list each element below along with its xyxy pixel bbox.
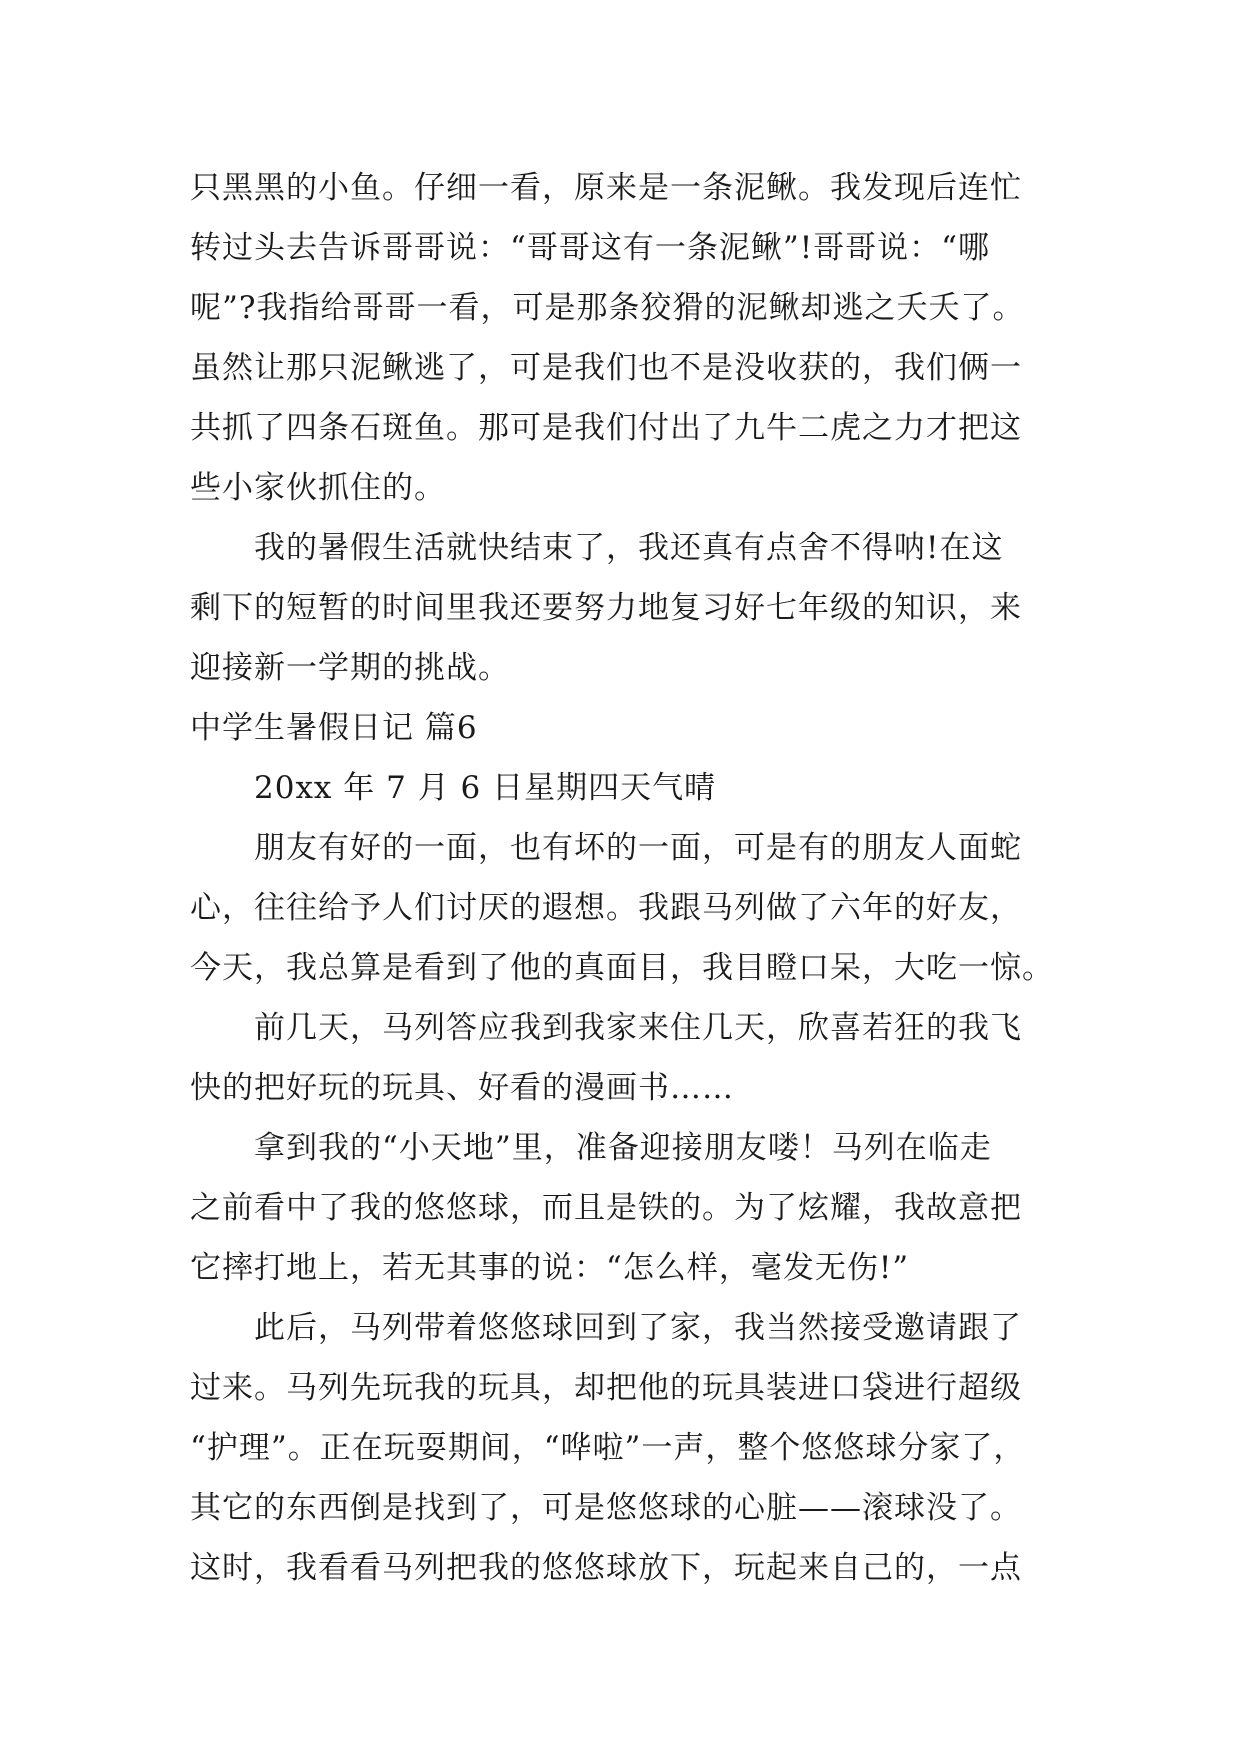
text-line: 些小家伙抓住的。 bbox=[190, 470, 446, 506]
text-line: 呢”?我指给哥哥一看，可是那条狡猾的泥鳅却逃之夭夭了。 bbox=[190, 290, 1025, 326]
paragraph-start-line: 此后，马列带着悠悠球回到了家，我当然接受邀请跟了 bbox=[254, 1310, 1022, 1346]
paragraph-start-line: 前几天，马列答应我到我家来住几天，欣喜若狂的我飞 bbox=[254, 1010, 1022, 1046]
text-line: 剩下的短暂的时间里我还要努力地复习好七年级的知识，来 bbox=[190, 590, 1022, 626]
text-line: 它摔打地上，若无其事的说：“怎么样，毫发无伤!” bbox=[190, 1250, 910, 1286]
text-line: 这时，我看看马列把我的悠悠球放下，玩起来自己的，一点 bbox=[190, 1550, 1022, 1586]
text-line: 心，往往给予人们讨厌的遐想。我跟马列做了六年的好友， bbox=[190, 890, 1022, 926]
paragraph-start-line: 拿到我的“小天地”里，准备迎接朋友喽！马列在临走 bbox=[254, 1130, 992, 1166]
text-line: 迎接新一学期的挑战。 bbox=[190, 650, 510, 686]
text-line: 转过头去告诉哥哥说：“哥哥这有一条泥鳅”!哥哥说：“哪 bbox=[190, 230, 990, 266]
text-line: 只黑黑的小鱼。仔细一看，原来是一条泥鳅。我发现后连忙 bbox=[190, 170, 1022, 206]
text-line: 共抓了四条石斑鱼。那可是我们付出了九牛二虎之力才把这 bbox=[190, 410, 1022, 446]
text-line: 虽然让那只泥鳅逃了，可是我们也不是没收获的，我们俩一 bbox=[190, 350, 1022, 386]
text-line: 其它的东西倒是找到了，可是悠悠球的心脏——滚球没了。 bbox=[190, 1490, 1022, 1526]
section-heading: 中学生暑假日记 篇6 bbox=[190, 710, 478, 746]
text-line: 今天，我总算是看到了他的真面目，我目瞪口呆，大吃一惊。 bbox=[190, 950, 1054, 986]
document-body bbox=[190, 158, 1070, 1598]
paragraph-start-line: 我的暑假生活就快结束了，我还真有点舍不得呐!在这 bbox=[254, 530, 1004, 566]
diary-date-line: 20xx 年 7 月 6 日星期四天气晴 bbox=[254, 770, 717, 806]
text-line: 快的把好玩的玩具、好看的漫画书…… bbox=[190, 1070, 734, 1106]
text-line: 过来。马列先玩我的玩具，却把他的玩具装进口袋进行超级 bbox=[190, 1370, 1022, 1406]
text-line: “护理”。正在玩耍期间，“哗啦”一声，整个悠悠球分家了， bbox=[190, 1430, 1026, 1466]
paragraph-start-line: 朋友有好的一面，也有坏的一面，可是有的朋友人面蛇 bbox=[254, 830, 1022, 866]
text-line: 之前看中了我的悠悠球，而且是铁的。为了炫耀，我故意把 bbox=[190, 1190, 1022, 1226]
